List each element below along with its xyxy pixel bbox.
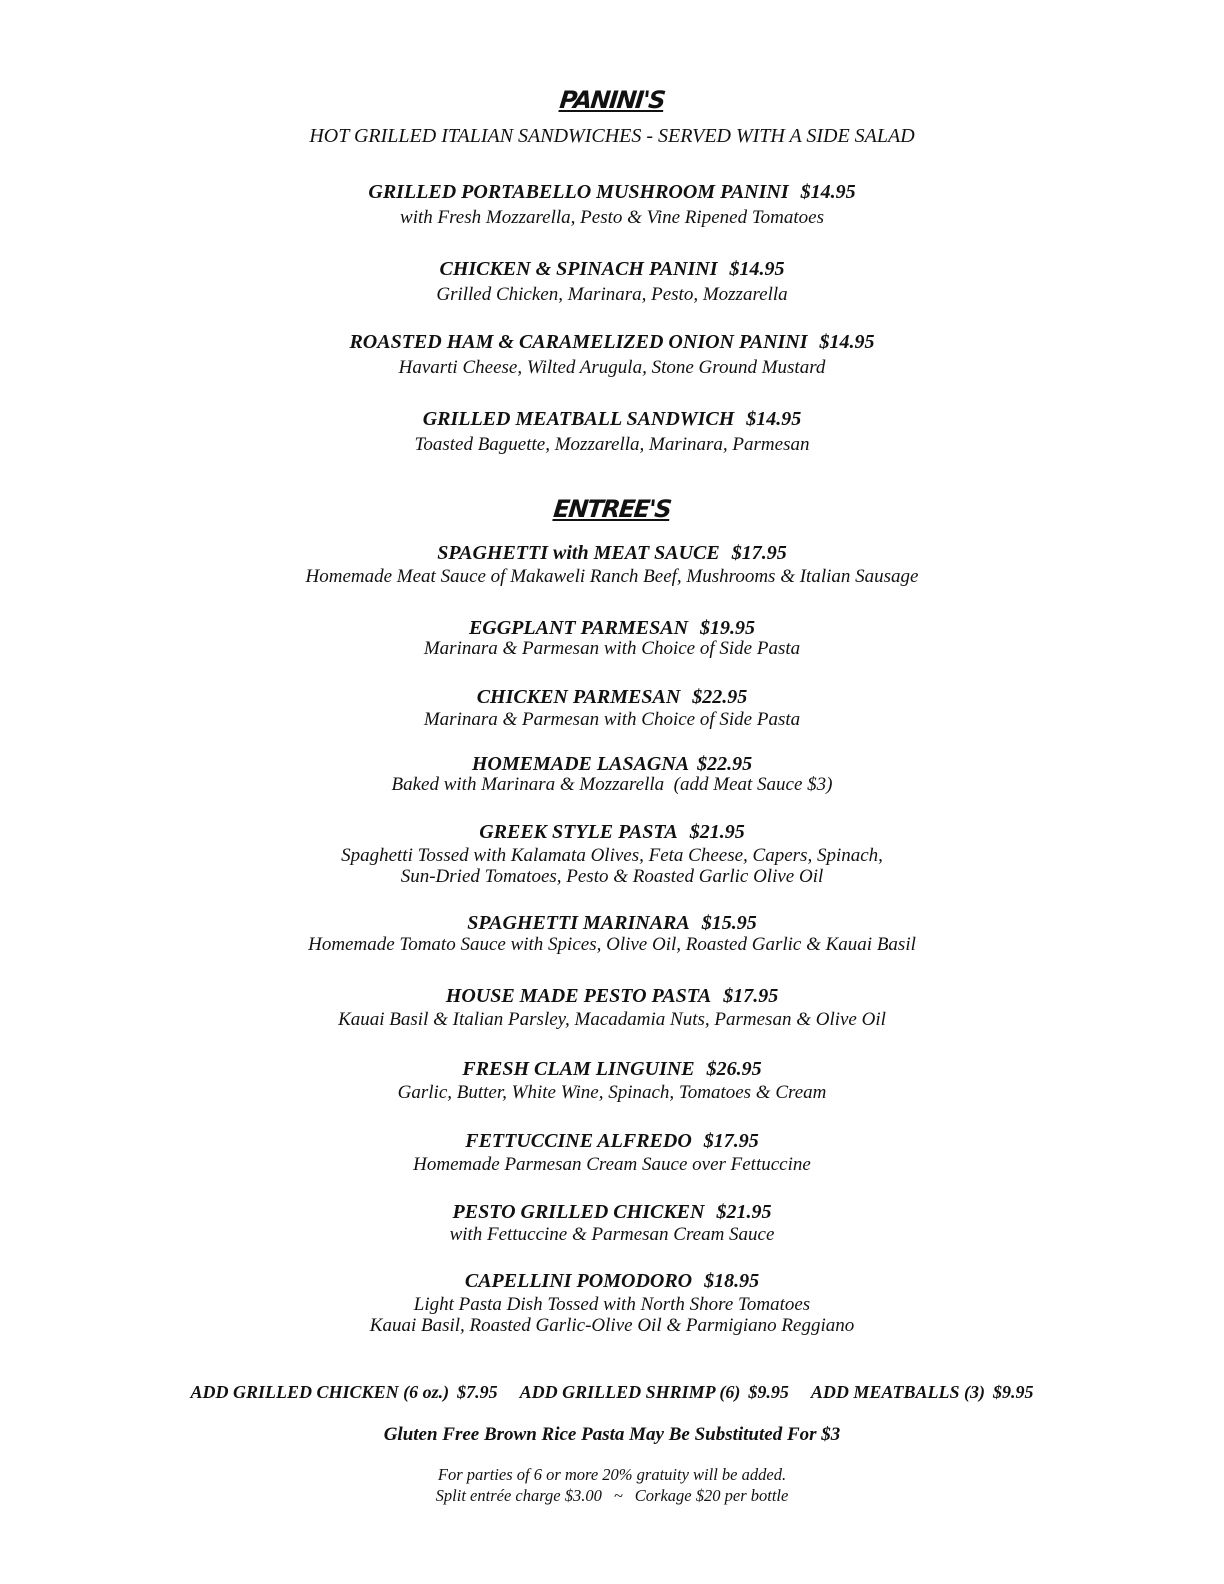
item-description: with Fettuccine & Parmesan Cream Sauce [449,1224,775,1245]
menu-item-name [0,617,1224,640]
item-price: $17.95 [723,985,779,1007]
item-description: Kauai Basil & Italian Parsley, Macadamia Nuts, Parmesan & Olive Oil [338,1009,886,1030]
menu-item-name [0,181,1224,204]
menu-item-name [0,1201,1224,1224]
item-price: $19.95 [700,617,756,639]
addon-price: $9.95 [992,1382,1034,1402]
item-price: $15.95 [701,912,757,934]
item-description: Marinara & Parmesan with Choice of Side Pasta [423,638,801,659]
addon-label: ADD MEATBALLS (3) [810,1382,985,1402]
menu-item-name [0,753,1224,776]
item-price: $22.95 [697,753,753,775]
paninis-subtitle: HOT GRILLED ITALIAN SANDWICHES - SERVED WITH A SIDE SALAD [309,125,915,147]
item-description: Marinara & Parmesan with Choice of Side Pasta [423,709,801,730]
item-description-line2: Kauai Basil, Roasted Garlic-Olive Oil & Parmigiano Reggiano [369,1315,855,1336]
item-name: GREEK STYLE PASTA [479,821,678,843]
item-price: $14.95 [800,181,856,203]
menu-item-name [0,1270,1224,1293]
menu-item-name [0,258,1224,281]
menu-item-name [0,912,1224,935]
item-name: ROASTED HAM & CARAMELIZED ONION PANINI [349,331,808,353]
gratuity-note: For parties of 6 or more 20% gratuity will be added. [437,1465,787,1484]
menu-item-name [0,1130,1224,1153]
item-price: $22.95 [692,686,748,708]
item-price: $18.95 [704,1270,760,1292]
item-description: Baked with Marinara & Mozzarella (add Meat Sauce $3) [391,774,833,795]
menu-item-name [0,985,1224,1008]
item-description: Spaghetti Tossed with Kalamata Olives, Feta Cheese, Capers, Spinach, [341,845,883,866]
item-name: GRILLED PORTABELLO MUSHROOM PANINI [368,181,789,203]
addon-label: ADD GRILLED CHICKEN (6 oz.) [190,1382,450,1402]
item-price: $14.95 [746,408,802,430]
item-description: Homemade Meat Sauce of Makaweli Ranch Beef, Mushrooms & Italian Sausage [305,566,919,587]
item-name: FETTUCCINE ALFREDO [465,1130,692,1152]
item-name: HOMEMADE LASAGNA [471,753,690,775]
gluten-free-note: Gluten Free Brown Rice Pasta May Be Substituted For $3 [383,1424,841,1445]
split-charge: Split entrée charge $3.00 [435,1486,602,1505]
item-price: $26.95 [706,1058,762,1080]
separator: ~ [613,1486,623,1505]
menu-item-name [0,408,1224,431]
menu-item-name [0,542,1224,565]
item-price: $21.95 [716,1201,772,1223]
menu-item-name [0,1058,1224,1081]
item-price: $17.95 [731,542,787,564]
item-description: Homemade Parmesan Cream Sauce over Fettuccine [413,1154,811,1175]
item-description: Grilled Chicken, Marinara, Pesto, Mozzarella [436,284,788,305]
item-price: $21.95 [689,821,745,843]
item-description: with Fresh Mozzarella, Pesto & Vine Ripened Tomatoes [400,207,824,228]
item-description: Havarti Cheese, Wilted Arugula, Stone Ground Mustard [398,357,826,378]
item-price: $14.95 [819,331,875,353]
item-name: CHICKEN PARMESAN [476,686,681,708]
addon-price: $9.95 [748,1382,789,1402]
item-name: CHICKEN & SPINACH PANINI [439,258,718,280]
addons-line [0,1382,1224,1403]
addon-label: ADD GRILLED SHRIMP (6) [519,1382,741,1402]
item-name: CAPELLINI POMODORO [464,1270,693,1292]
item-name: EGGPLANT PARMESAN [468,617,689,639]
item-price: $17.95 [703,1130,759,1152]
item-name: FRESH CLAM LINGUINE [462,1058,695,1080]
item-description-line2: Sun-Dried Tomatoes, Pesto & Roasted Garlic Olive Oil [400,866,824,887]
item-name: HOUSE MADE PESTO PASTA [445,985,712,1007]
charges-note [0,1486,1224,1506]
item-description: Light Pasta Dish Tossed with North Shore Tomatoes [413,1294,811,1315]
entrees-section-title: ENTREE'S [552,495,672,523]
paninis-section-title: PANINI'S [558,86,666,114]
item-name: PESTO GRILLED CHICKEN [452,1201,705,1223]
item-description: Garlic, Butter, White Wine, Spinach, Tomatoes & Cream [397,1082,827,1103]
menu-item-name [0,821,1224,844]
item-name: SPAGHETTI with MEAT SAUCE [437,542,720,564]
item-description: Toasted Baguette, Mozzarella, Marinara, Parmesan [414,434,810,455]
corkage: Corkage $20 per bottle [634,1486,789,1505]
menu-item-name [0,331,1224,354]
addon-price: $7.95 [457,1382,498,1402]
item-price: $14.95 [729,258,785,280]
item-name: SPAGHETTI MARINARA [467,912,690,934]
item-description: Homemade Tomato Sauce with Spices, Olive Oil, Roasted Garlic & Kauai Basil [308,934,916,955]
menu-item-name [0,686,1224,709]
item-name: GRILLED MEATBALL SANDWICH [422,408,735,430]
